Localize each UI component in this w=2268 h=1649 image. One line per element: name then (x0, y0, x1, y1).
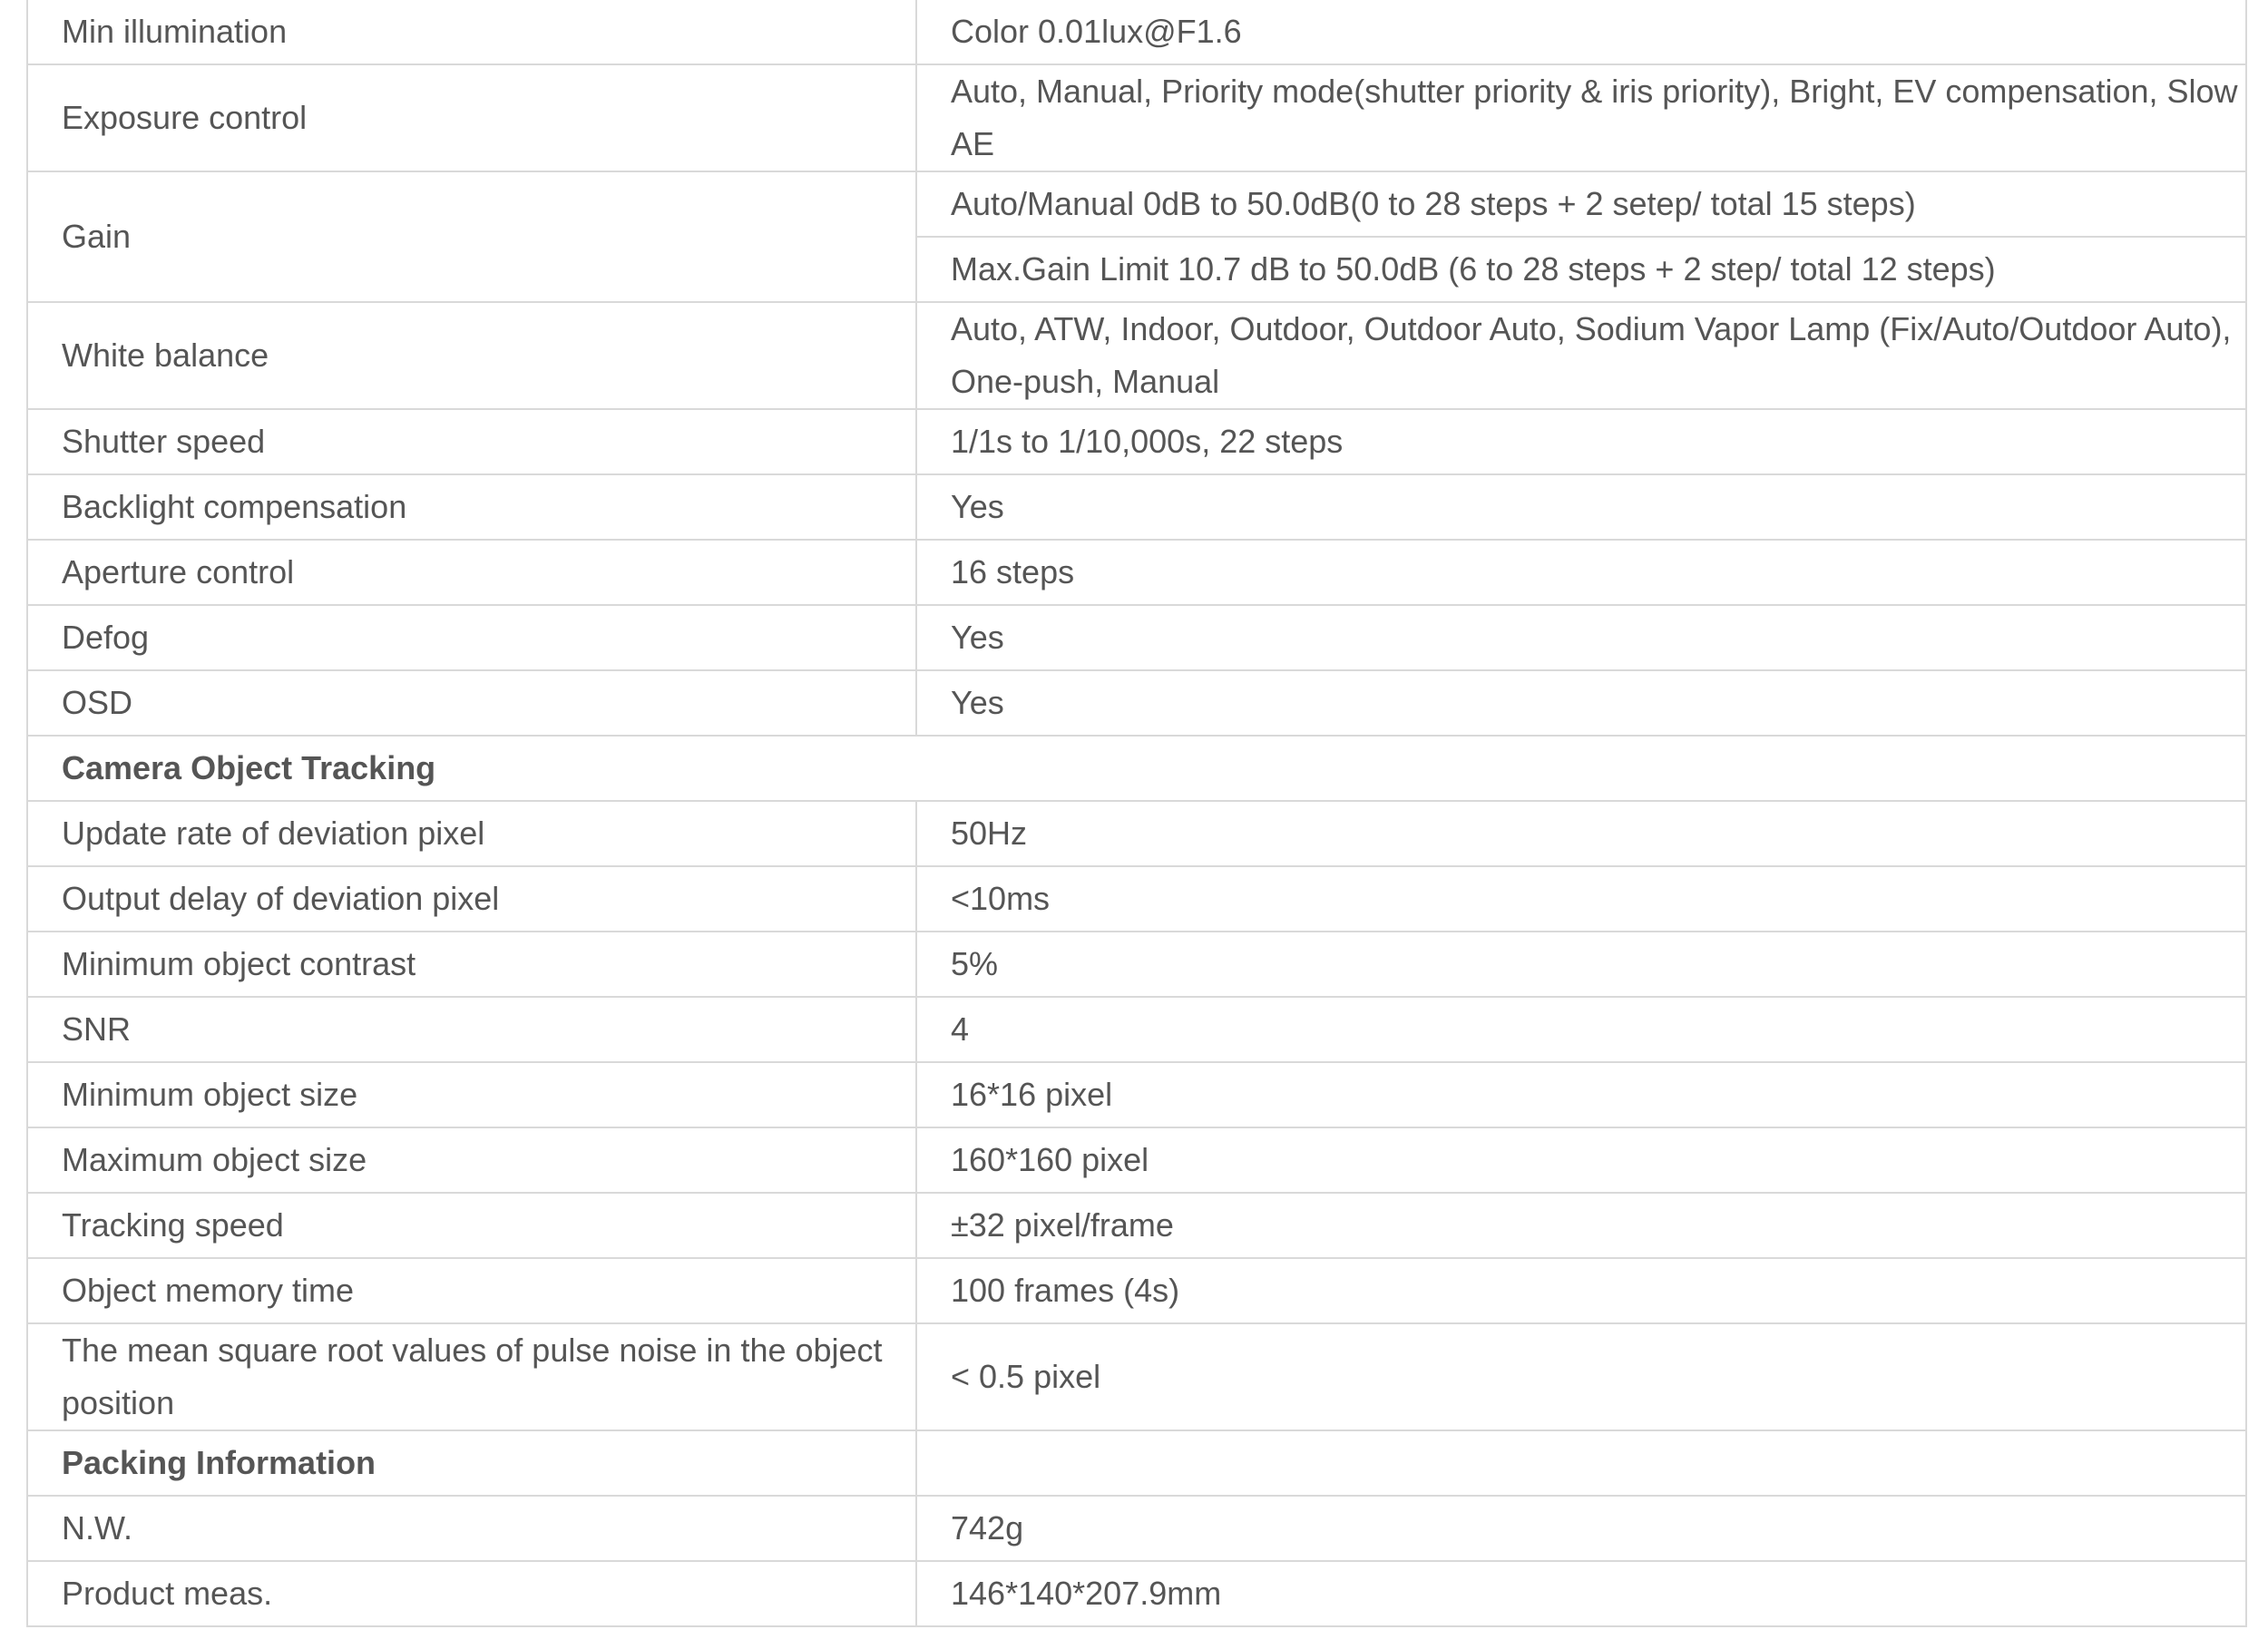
table-row (27, 540, 2246, 605)
spec-label: N.W. (27, 1496, 916, 1561)
spec-label: White balance (27, 302, 916, 409)
spec-label: Object memory time (27, 1258, 916, 1323)
spec-value: 100 frames (4s) (916, 1258, 2246, 1323)
spec-value: Yes (916, 605, 2246, 670)
table-row (27, 1496, 2246, 1561)
spec-value: < 0.5 pixel (916, 1323, 2246, 1430)
table-row (27, 1127, 2246, 1193)
spec-label: Backlight compensation (27, 474, 916, 540)
spec-value: Auto/Manual 0dB to 50.0dB(0 to 28 steps + 2 setep/ total 15 steps) (916, 171, 2246, 237)
spec-label: OSD (27, 670, 916, 736)
spec-value: Yes (916, 670, 2246, 736)
table-row (27, 801, 2246, 866)
spec-label: Defog (27, 605, 916, 670)
spec-label: Shutter speed (27, 409, 916, 474)
spec-label: Aperture control (27, 540, 916, 605)
spec-value: 742g (916, 1496, 2246, 1561)
table-row (27, 1062, 2246, 1127)
specifications-table (26, 0, 2247, 1627)
table-row (27, 1193, 2246, 1258)
spec-value: ±32 pixel/frame (916, 1193, 2246, 1258)
table-row (27, 605, 2246, 670)
table-row (27, 1323, 2246, 1430)
table-row (27, 932, 2246, 997)
spec-value: 146*140*207.9mm (916, 1561, 2246, 1626)
table-row (27, 1561, 2246, 1626)
spec-label: Output delay of deviation pixel (27, 866, 916, 932)
spec-label: SNR (27, 997, 916, 1062)
spec-label: Minimum object contrast (27, 932, 916, 997)
spec-value: 16*16 pixel (916, 1062, 2246, 1127)
table-row (27, 474, 2246, 540)
table-row (27, 866, 2246, 932)
table-row (27, 997, 2246, 1062)
spec-label: Exposure control (27, 64, 916, 171)
spec-label: Maximum object size (27, 1127, 916, 1193)
section-header-row (27, 1430, 2246, 1496)
spec-value: 16 steps (916, 540, 2246, 605)
spec-label: Tracking speed (27, 1193, 916, 1258)
table-row (27, 409, 2246, 474)
spec-value: 50Hz (916, 801, 2246, 866)
table-row (27, 171, 2246, 237)
spec-label: Product meas. (27, 1561, 916, 1626)
spec-value: 4 (916, 997, 2246, 1062)
spec-value: Max.Gain Limit 10.7 dB to 50.0dB (6 to 28 steps + 2 step/ total 12 steps) (916, 237, 2246, 302)
spec-value: 5% (916, 932, 2246, 997)
section-header-row (27, 736, 2246, 801)
spec-value (916, 1430, 2246, 1496)
spec-value: 160*160 pixel (916, 1127, 2246, 1193)
table-row (27, 302, 2246, 409)
spec-label: Min illumination (27, 0, 916, 64)
spec-value: 1/1s to 1/10,000s, 22 steps (916, 409, 2246, 474)
spec-value: <10ms (916, 866, 2246, 932)
spec-value: Yes (916, 474, 2246, 540)
table-row (27, 0, 2246, 64)
table-row (27, 64, 2246, 171)
section-title: Camera Object Tracking (27, 736, 2246, 801)
spec-label: Gain (27, 171, 916, 302)
spec-value: Auto, ATW, Indoor, Outdoor, Outdoor Auto, Sodium Vapor Lamp (Fix/Auto/Outdoor Auto), One-push, Manual (916, 302, 2246, 409)
spec-value: Color 0.01lux@F1.6 (916, 0, 2246, 64)
section-title: Packing Information (27, 1430, 916, 1496)
spec-label: The mean square root values of pulse noise in the object position (27, 1323, 916, 1430)
spec-label: Update rate of deviation pixel (27, 801, 916, 866)
table-row (27, 1258, 2246, 1323)
table-row (27, 670, 2246, 736)
spec-label: Minimum object size (27, 1062, 916, 1127)
spec-value: Auto, Manual, Priority mode(shutter priority & iris priority), Bright, EV compensation, Slow AE (916, 64, 2246, 171)
